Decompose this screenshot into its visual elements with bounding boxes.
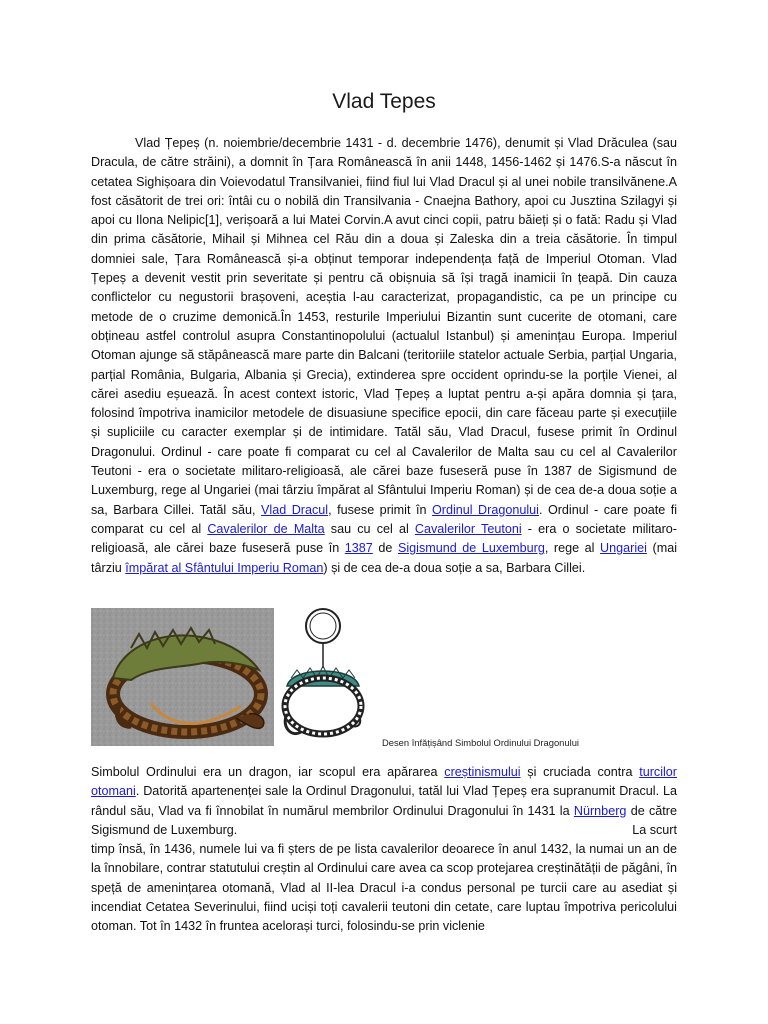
link-ungariei[interactable]: Ungariei xyxy=(600,541,647,556)
text-run: Vlad Țepeș (n. noiembrie/decembrie 1431 - d. decembrie 1476), denumit și Vlad Drăculea (sau Dracula, de către străini), a domnit în Țara Românească în anii 1448, 1456-1462 și 1476.S-a născut în cetatea Sighișoara din Voievodatul Transilvaniei, fiind fiul lui Vlad Dracul și al unei nobile transilvănene.A fost căsătorit de trei ori: întâi cu o nobilă din Transilvania - Cnaejna Bathory, apoi cu Jusztina Szilagyi și apoi cu Ilona Nelipic[1], verișoară a lui Matei Corvin.A avut cinci copii, patru băieți și o fată: Radu și Vlad din prima căsătorie, Mihail și Mihnea cel Rău din a doua și Zaleska din a treia căsătorie. În timpul domniei sale, Țara Românească și-a obținut temporar independența față de Imperiul Otoman. Vlad Țepeș a devenit vestit prin severitate și pentru că obișnuia să își tragă inamicii în țeapă. Din cauza conflictelor cu negustorii brașoveni, aceștia l-au caracterizat, propagandistic, ca pe un principe cu metode de o cruzime demonică.În 1453, resturile Imperiului Bizantin sunt cucerite de otomani, care obțineau astfel controlul asupra Constantinopolului (actualul Istanbul) și amenințau Europa. Imperiul Otoman ajunge să stăpânească mare parte din Balcani (teritoriile statelor actuale Serbia, parțial Ungaria, parțial România, Bulgaria, Albania și Grecia), extinderea spre occident oprindu-se la porțile Vienei, al cărei asediu eșuează. În acest context istoric, Vlad Țepeș a luptat pentru a-și apăra domnia și țara, folosind împotriva inamicilor metodele de disuasiune specifice epocii, din care făceau parte și execuțiile și supliciile cu caracter exemplar și de intimidare. Tatăl său, Vlad Dracul, fusese primit în Ordinul Dragonului. Ordinul - care poate fi comparat cu cel al Cavalerilor de Malta sau cu cel al Cavalerilor Teutoni - era o societate militaro-religioasă, ale cărei baze fuseseră puse în 1387 de Sigismund de Luxemburg, rege al Ungariei (mai târziu împărat al Sfântului Imperiu Roman) și de cea de-a doua soție a sa, Barbara Cillei. Tatăl său, xyxy=(91,136,677,517)
link-imparat-sfantului-imperiu-roman[interactable]: împărat al Sfântului Imperiu Roman xyxy=(125,560,324,575)
link-vlad-dracul[interactable]: Vlad Dracul xyxy=(261,502,329,517)
text-run: - era o societate militaro-religioasă, ale cărei baze fuseseră puse în xyxy=(91,521,677,556)
text-run-right: La scurt xyxy=(632,822,677,837)
text-run: Simbolul Ordinului era un dragon, iar scopul era apărarea xyxy=(91,765,445,779)
text-run: . Ordinul - care poate fi comparat cu cel al xyxy=(91,502,677,536)
figure-caption: Desen înfățișând Simbolul Ordinului Dragonului xyxy=(382,737,579,748)
text-run: . Datorită apartenenței sale la Ordinul Dragonului, tatăl lui Vlad Țepeș era supranumit Dracul. La rândul său, Vlad va fi înnobilat în numărul membrilor Ordinului Dragonului în 1431 la xyxy=(91,784,677,818)
figure-row xyxy=(91,606,691,751)
text-run: ) și de cea de-a doua soție a sa, Barbara Cillei. xyxy=(323,560,586,575)
order-symbol-drawing xyxy=(277,606,369,748)
link-cavalerilor-teutoni[interactable]: Cavalerilor Teutoni xyxy=(414,521,522,536)
text-run: de către Sigismund de Luxemburg. xyxy=(91,803,677,837)
link-nurnberg[interactable]: Nürnberg xyxy=(573,803,627,818)
text-run: (mai târziu xyxy=(91,541,677,575)
dragon-emblem-image xyxy=(91,608,274,746)
link-crestinismului[interactable]: creștinismului xyxy=(444,765,521,779)
intro-paragraph xyxy=(91,134,677,578)
text-run: , rege al xyxy=(544,541,601,556)
text-run: sau cu cel al xyxy=(324,521,415,536)
link-sigismund-de-luxemburg[interactable]: Sigismund de Luxemburg xyxy=(397,541,545,556)
link-cavalerilor-de-malta[interactable]: Cavalerilor de Malta xyxy=(207,521,325,536)
dragon-emblem-drawing xyxy=(91,608,274,746)
text-run: , fusese primit în xyxy=(328,502,432,517)
page-title: Vlad Tepes xyxy=(332,90,436,113)
dragon-order-drawing-image xyxy=(277,606,369,748)
link-1387[interactable]: 1387 xyxy=(344,541,373,556)
text-run: și cruciada contra xyxy=(520,765,640,779)
text-run: timp însă, în 1436, numele lui va fi șters de pe lista cavalerilor deoarece în anul 1432, la numai un an de la înnobilare, contrar statutului creștin al Ordinului care avea ca scop protejarea creștinătății de păgâni, în speță de amenințarea otomană, Vlad al II-lea Dracul i-a condus personal pe turcii care au asediat și incendiat Cetatea Severinului, fiind uciși toți cavalerii teutoni din cetate, care luptau împotriva pericolului otoman. Tot în 1432 în fruntea acelorași turci, folosindu-se prin viclenie xyxy=(91,842,677,934)
link-turcilor-otomani[interactable]: turcilor otomani xyxy=(91,765,678,799)
text-run: de xyxy=(372,541,398,556)
order-paragraph xyxy=(91,763,677,937)
link-ordinul-dragonului[interactable]: Ordinul Dragonului xyxy=(431,502,539,517)
